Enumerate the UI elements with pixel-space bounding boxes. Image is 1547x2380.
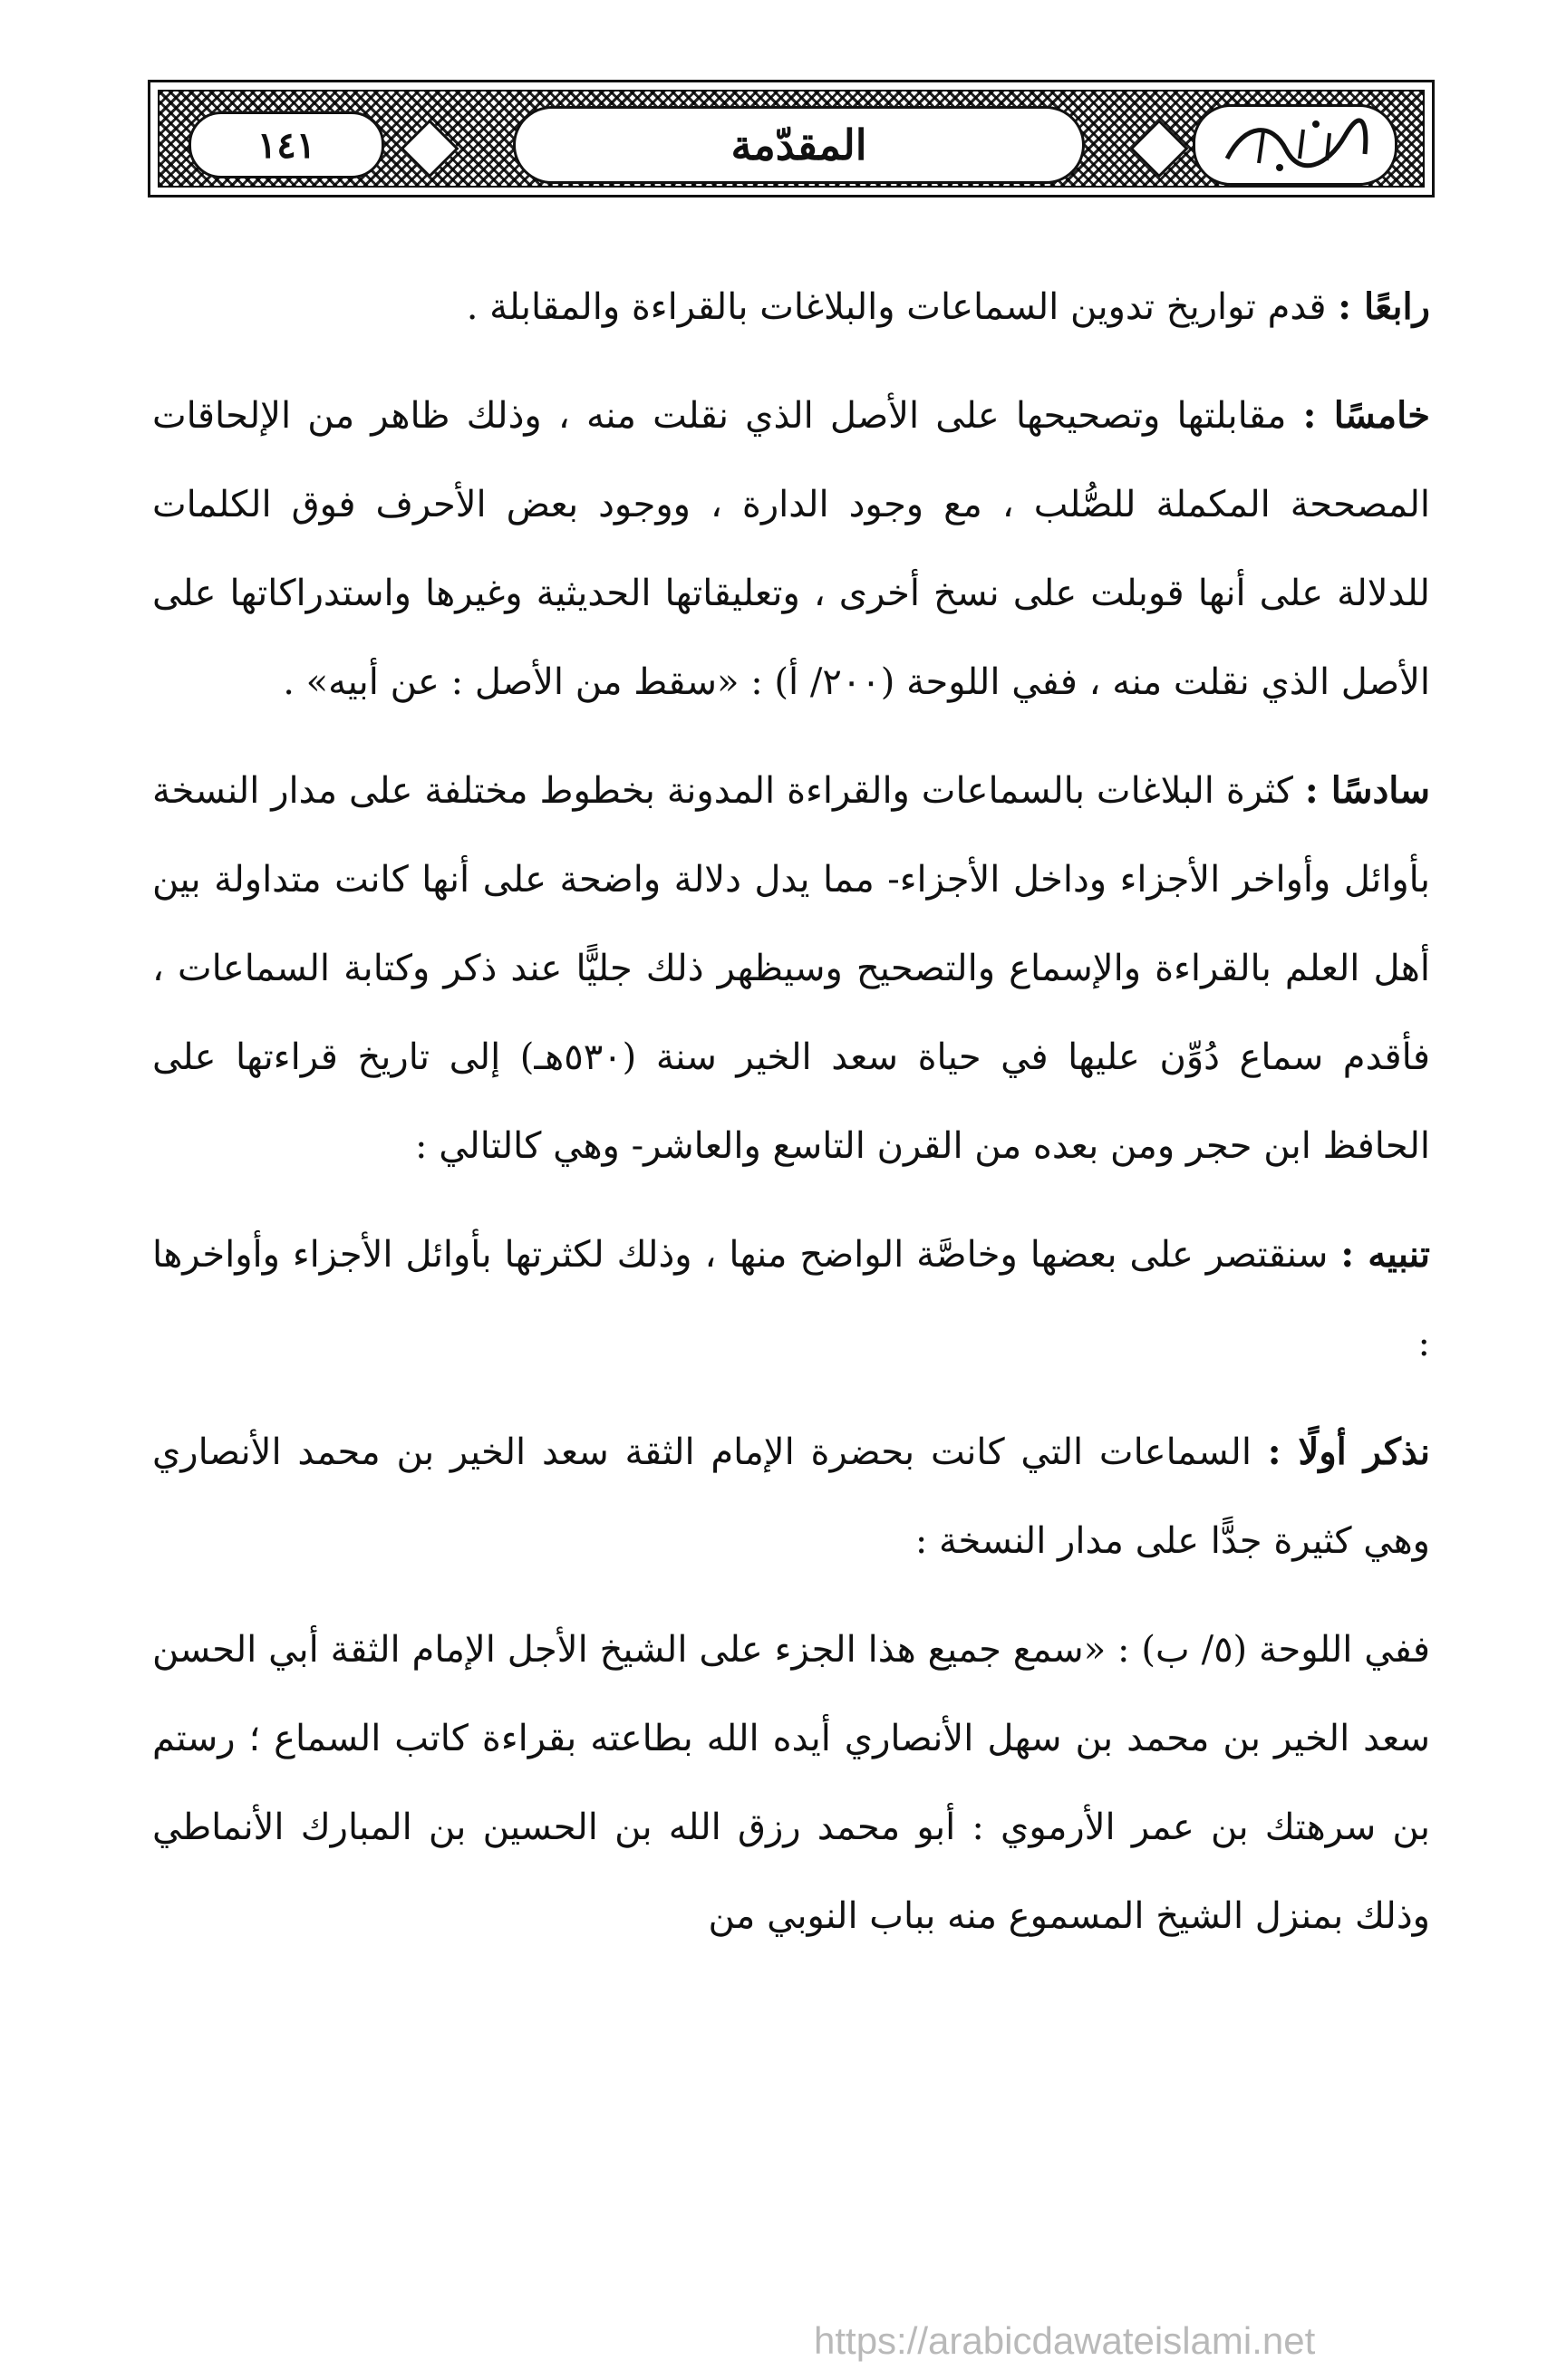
paragraph-text: سنقتصر على بعضها وخاصَّة الواضح منها ، وذلك لكثرتها بأوائل الأجزاء وأواخرها : [152,1234,1430,1364]
paragraph-lead: نذكر أولًا : [1267,1431,1430,1473]
page-body-text [152,263,1430,1980]
title-cartouche [513,106,1085,184]
page-number: ١٤١ [256,123,316,167]
paragraph-text: ففي اللوحة (٥/ ب) : «سمع جميع هذا الجزء على الشيخ الأجل الإمام الثقة أبي الحسن سعد الخير بن محمد بن سهل الأنصاري أيده الله بطاعته بقراءة كاتب السماع ؛ رستم بن سرهتك بن عمر الأرموي : أبو محمد رزق الله بن الحسين بن المبارك الأنماطي وذلك بمنزل الشيخ المسموع منه بباب النوبي من [152,1629,1431,1937]
paragraph-lead: سادسًا : [1304,769,1430,812]
paragraph-lead: رابعًا : [1338,285,1430,328]
paragraph-text: السماعات التي كانت بحضرة الإمام الثقة سعد الخير بن محمد الأنصاري وهي كثيرة جدًّا على مدار النسخة : [152,1431,1430,1562]
emblem-calligraphy-icon [1209,113,1381,177]
page-number-cartouche [189,111,384,178]
paragraph-fifth [152,371,1430,727]
ornament-diamond-right [1129,119,1188,178]
paragraph-text: كثرة البلاغات بالسماعات والقراءة المدونة بخطوط مختلفة على مدار النسخة بأوائل وأواخر الأجزاء وداخل الأجزاء- مما يدل دلالة واضحة على أنها كانت متداولة بين أهل العلم بالقراءة والإسماع والتصحيح وسيظهر ذلك جليًّا عند ذكر وكتابة السماعات ، فأقدم سماع دُوِّن عليها في حياة سعد الخير سنة (٥٣٠هـ) إلى تاريخ قراءتها على الحافظ ابن حجر ومن بعده من القرن التاسع والعاشر- وهي كالتالي : [152,770,1430,1167]
paragraph-first-mention [152,1408,1430,1585]
ornament-diamond-left [400,119,459,178]
paragraph-lead: خامسًا : [1302,394,1431,437]
paragraph-lead: تنبيه : [1340,1233,1430,1276]
paragraph-text: مقابلتها وتصحيحها على الأصل الذي نقلت منه ، وذلك ظاهر من الإلحاقات المصححة المكملة للصُّلب ، مع وجود الدارة ، ووجود بعض الأحرف فوق الكلمات للدلالة على أنها قوبلت على نسخ أخرى ، وتعليقاتها الحديثية وغيرها واستدراكاتها على الأصل الذي نقلت منه ، ففي اللوحة (٢٠٠/ أ) : «سقط من الأصل : عن أبيه» . [152,395,1430,703]
paragraph-text: قدم تواريخ تدوين السماعات والبلاغات بالقراءة والمقابلة . [466,286,1339,328]
paragraph-quotation [152,1605,1430,1961]
paragraph-fourth [152,263,1430,352]
page-title: المقدّمة [730,120,867,169]
header-ornamental-frame [158,90,1425,188]
paragraph-notice [152,1210,1430,1388]
book-emblem-logo [1193,104,1397,186]
watermark-url: https://arabicdawateislami.net [814,2319,1316,2362]
paragraph-sixth [152,747,1430,1190]
page-header-banner [148,80,1435,198]
